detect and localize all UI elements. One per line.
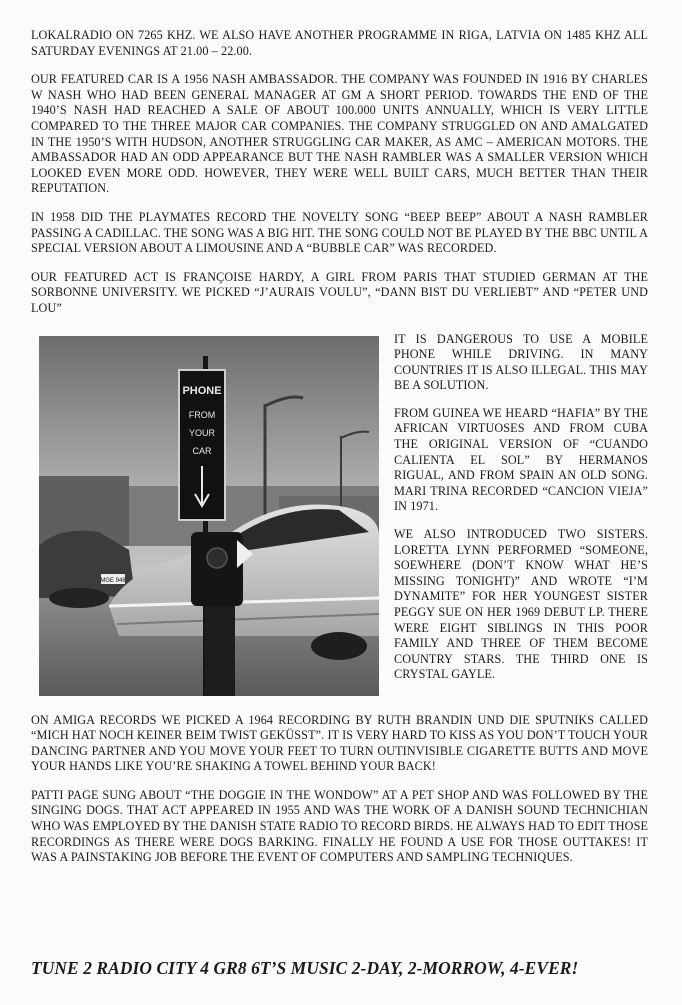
paragraph-amiga-records: ON AMIGA RECORDS WE PICKED A 1964 RECORDING BY RUTH BRANDIN UND DIE SPUTNIKS CALLED “MICH HAT NOCH KEINER BEIM TWIST GEKÜSST”. IT IS VERY HARD TO KISS AS YOU DON’T TOUCH YOUR DANCING PARTNER AND YOU MOVE YOUR FEET TO TURN OUTINVISIBLE CIGARETTE BUTTS AND MOVE YOUR HANDS LIKE YOU’RE SHAKING A TOWEL BEHIND YOUR BACK!	[31, 712, 648, 774]
paragraph-lokalradio: LOKALRADIO ON 7265 KHZ. WE ALSO HAVE ANOTHER PROGRAMME IN RIGA, LATVIA ON 1485 KHZ ALL SATURDAY EVENINGS AT 21.00 – 22.00.	[31, 28, 648, 58]
sign-line-your: YOUR	[188, 427, 216, 438]
license-plate: MGE 946	[100, 577, 126, 584]
paragraph-featured-act: OUR FEATURED ACT IS FRANÇOISE HARDY, A GIRL FROM PARIS THAT STUDIED GERMAN AT THE SORBONNE UNIVERSITY. WE PICKED “J’AURAIS VOULU”, “DANN BIST DU VERLIEBT” AND “PETER UND LOU”	[31, 269, 648, 315]
radio-city-banner: TUNE 2 RADIO CITY 4 GR8 6T’S MUSIC 2-DAY, 2-MORROW, 4-EVER!	[31, 958, 579, 978]
parking-phone-box	[191, 532, 243, 606]
paragraph-two-sisters: WE ALSO INTRODUCED TWO SISTERS. LORETTA LYNN PERFORMED “SOMEONE, SOEWHERE (DON’T KNOW WHAT HE’S MISSING TONIGHT)” AND WROTE “I’M DYNAMITE” FOR HER YOUNGEST SISTER PEGGY SUE ON HER 1969 DEBUT LP. THERE WERE EIGHT SIBLINGS IN THIS POOR FAMILY AND THREE OF THEM BECOME COUNTRY STARS. THE THIRD ONE IS CRYSTAL GAYLE.	[394, 527, 648, 682]
paragraph-singing-dogs: PATTI PAGE SUNG ABOUT “THE DOGGIE IN THE WONDOW” AT A PET SHOP AND WAS FOLLOWED BY THE SINGING DOGS. THAT ACT APPEARED IN 1955 AND WAS THE WORK OF A DANISH SOUND TECHNICHIAN WHO WAS EMPLOYED BY THE DANISH STATE RADIO TO RECORD BIRDS. HE ALWAYS HAD TO EDIT THOSE RECORDINGS AS THERE WERE DOGS BARKING. FINALLY HE FOUND A USE FOR THOSE OUTTAKES! IT WAS A PAINSTAKING JOB BEFORE THE EVENT OF COMPUTERS AND SAMPLING TECHNIQUES.	[31, 787, 648, 865]
car-phone-photo-drawing	[39, 336, 379, 696]
paragraph-world-music: FROM GUINEA WE HEARD “HAFIA” BY THE AFRICAN VIRTUOSES AND FROM CUBA THE ORIGINAL VERSION OF “CUANDO CALIENTA EL SOL” BY HERMANOS RIGUAL, AND FROM SPAIN AN OLD SONG. MARI TRINA RECORDED “CANCION VIEJA” IN 1971.	[394, 405, 648, 514]
document-page	[31, 28, 648, 866]
paragraph-mobile-phone: IT IS DANGEROUS TO USE A MOBILE PHONE WHILE DRIVING. IN MANY COUNTRIES IT IS ALSO ILLEGAL. THIS MAY BE A SOLUTION.	[394, 331, 648, 393]
sign-line-phone: PHONE	[182, 384, 222, 397]
paragraph-beep-beep: IN 1958 DID THE PLAYMATES RECORD THE NOVELTY SONG “BEEP BEEP” ABOUT A NASH RAMBLER PASSING A CADILLAC. THE SONG WAS A BIG HIT. THE SONG COULD NOT BE PLAYED BY THE BBC UNTIL A SPECIAL VERSION ABOUT A LIMOUSINE AND A “BUBBLE CAR” WAS RECORDED.	[31, 209, 648, 256]
sign-line-car: CAR	[192, 445, 212, 456]
photo-text-section	[31, 332, 648, 700]
car-phone-photo	[39, 336, 379, 696]
side-column	[394, 332, 648, 683]
paragraph-featured-car: OUR FEATURED CAR IS A 1956 NASH AMBASSADOR. THE COMPANY WAS FOUNDED IN 1916 BY CHARLES W NASH WHO HAD BEEN GENERAL MANAGER AT GM A SHORT PERIOD. TOWARDS THE END OF THE 1940’S NASH HAD REACHED A SALE OF ABOUT 100.000 UNITS ANNUALLY, WHICH IS VERY LITTLE COMPARED TO THE THREE MAJOR CAR COMPANIES. THE COMPANY STRUGGLED ON AND AMALGATED IN THE 1950’S WITH HUDSON, ANOTHER STRUGGLING CAR MAKER, AS AMC – AMERICAN MOTORS. THE AMBASSADOR HAD AN ODD APPEARANCE BUT THE NASH RAMBLER WAS A SMALLER VERSION WHICH LOOKED EVEN MORE ODD. HOWEVER, THEY WERE WELL BUILT CARS, MUCH BETTER THAN THEIR REPUTATION.	[31, 72, 648, 196]
sign-line-from: FROM	[188, 409, 216, 420]
